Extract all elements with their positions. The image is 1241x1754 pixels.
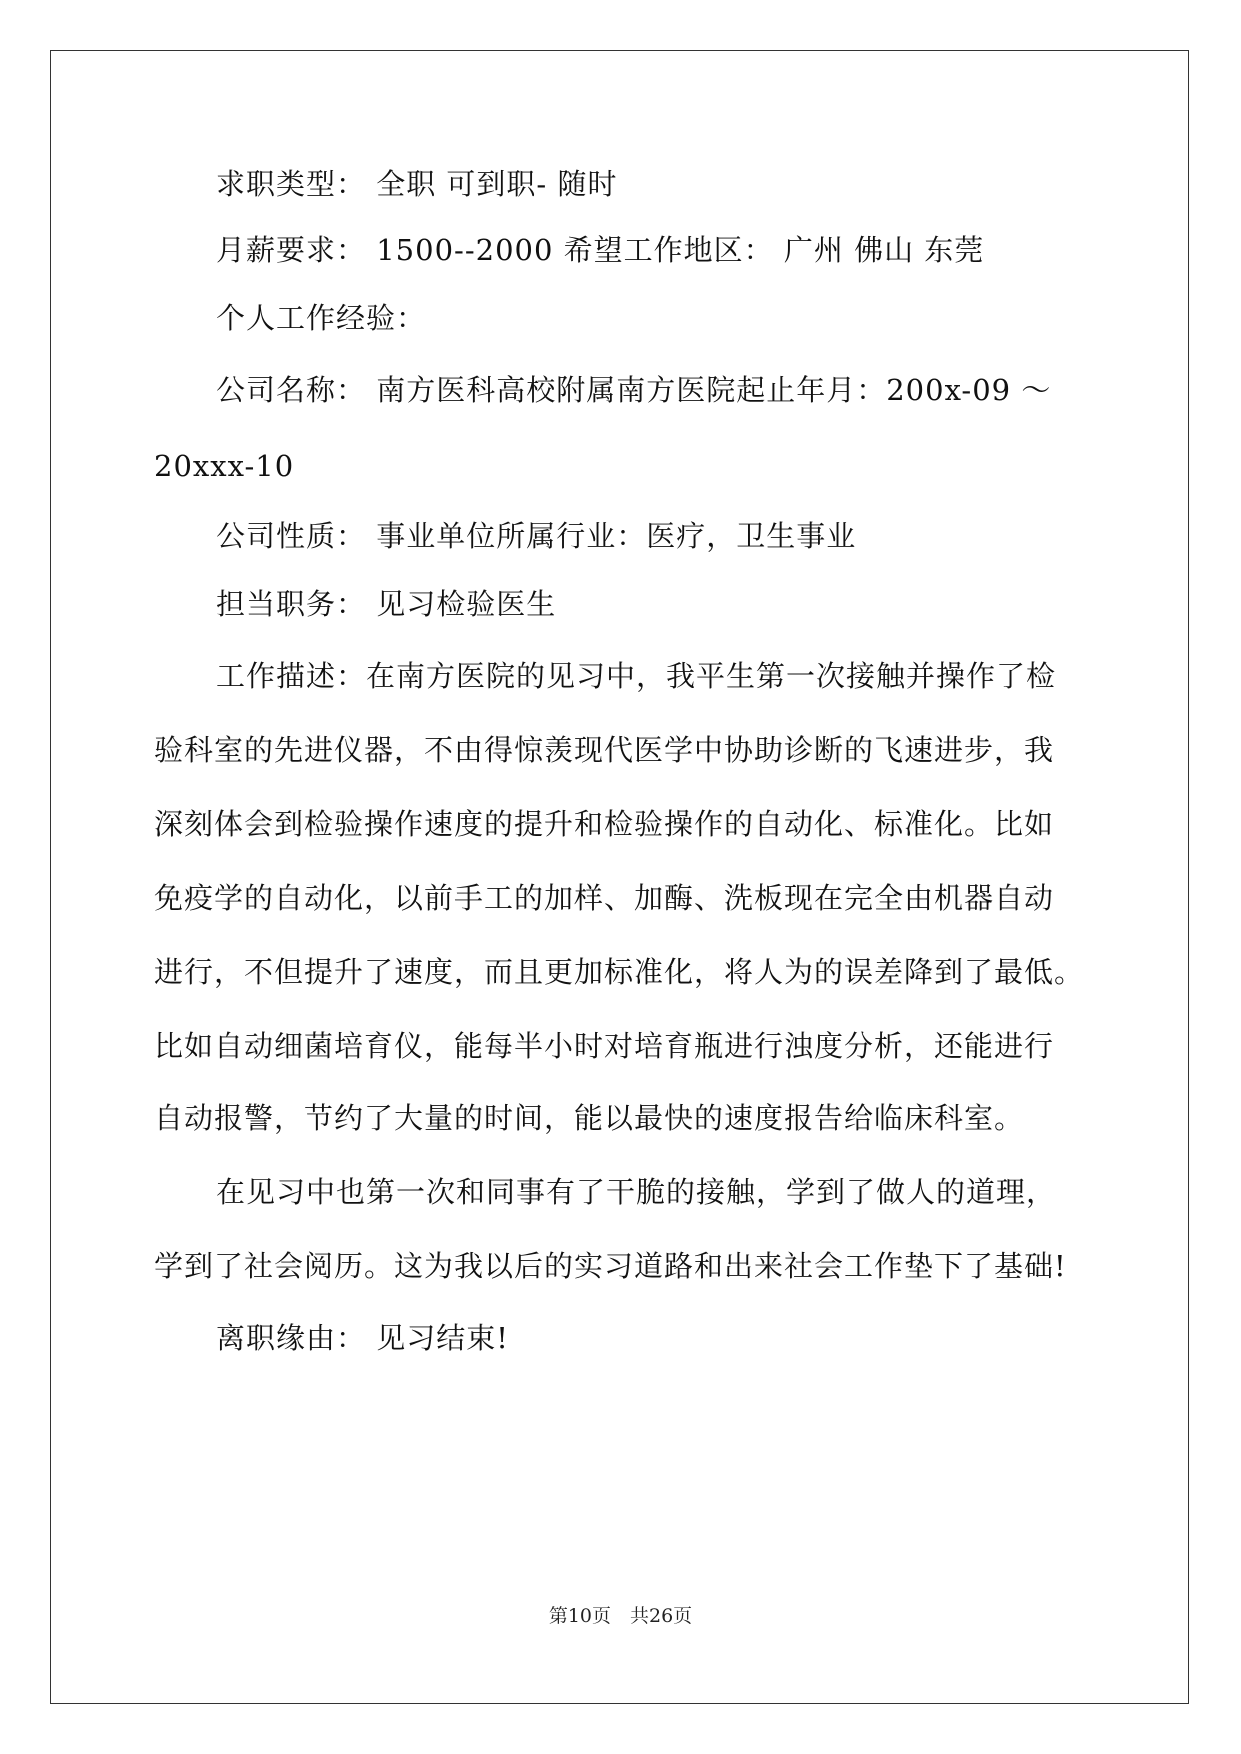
salary-line: 月薪要求： 1500--2000 希望工作地区： 广州 佛山 东莞 [216, 233, 985, 267]
page-number-label: 第10页 共26页 [548, 1605, 693, 1627]
company-name-line: 公司名称： 南方医科高校附属南方医院起止年月：200x-09 ～ [216, 373, 1052, 407]
work-experience-heading: 个人工作经验： [216, 301, 427, 335]
position-line: 担当职务： 见习检验医生 [216, 587, 557, 621]
internship-reflection-line: 学到了社会阅历。这为我以后的实习道路和出来社会工作垫下了基础! [154, 1249, 1067, 1283]
internship-reflection-line: 在见习中也第一次和同事有了干脆的接触，学到了做人的道理， [216, 1175, 1057, 1209]
company-name-line-cont: 20xxx-10 [154, 449, 295, 483]
job-description-line: 工作描述：在南方医院的见习中，我平生第一次接触并操作了检 [216, 659, 1057, 693]
job-description-line: 进行，不但提升了速度，而且更加标准化，将人为的误差降到了最低。 [154, 955, 1085, 989]
job-description-line: 验科室的先进仪器，不由得惊羡现代医学中协助诊断的飞速进步，我 [154, 733, 1055, 767]
job-description-line: 免疫学的自动化，以前手工的加样、加酶、洗板现在完全由机器自动 [154, 881, 1055, 915]
leaving-reason-line: 离职缘由： 见习结束! [216, 1321, 509, 1355]
company-nature-line: 公司性质： 事业单位所属行业：医疗，卫生事业 [216, 519, 857, 553]
job-description-line: 比如自动细菌培育仪，能每半小时对培育瓶进行浊度分析，还能进行 [154, 1029, 1055, 1063]
job-type-line: 求职类型： 全职 可到职- 随时 [216, 167, 618, 201]
job-description-line: 自动报警，节约了大量的时间，能以最快的速度报告给临床科室。 [154, 1101, 1025, 1135]
job-description-line: 深刻体会到检验操作速度的提升和检验操作的自动化、标准化。比如 [154, 807, 1055, 841]
page-number-footer [0, 1604, 1241, 1628]
